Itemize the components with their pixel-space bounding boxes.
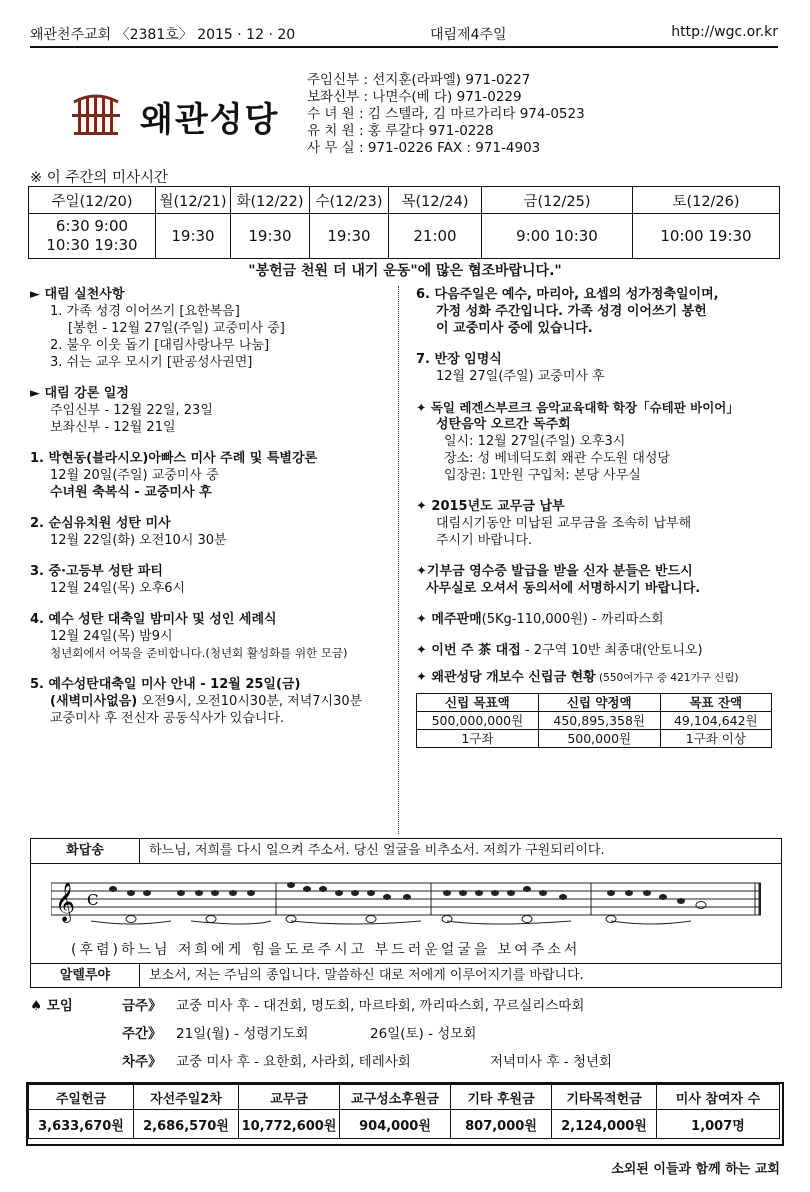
svg-text:C: C — [87, 891, 99, 909]
time-value: 10:30 19:30 — [46, 236, 138, 254]
meeting-period: 차주》 — [122, 1054, 162, 1070]
notice-text: - 2구역 10반 최종대(안토니오) — [520, 643, 703, 658]
notice-text: (5Kg-110,000원) - 까리따스회 — [481, 612, 664, 627]
alleluia-row — [31, 963, 781, 988]
staff-contacts — [307, 72, 585, 157]
notice-title: ✦기부금 영수증 발급을 받을 신자 분들은 반드시 — [416, 564, 693, 579]
concert-title: ✦ 독일 레겐스부르크 음악교육대학 학장「슈테판 바이어」 — [416, 400, 739, 415]
concert-date: 일시: 12월 27일(주일) 오후3시 — [444, 434, 626, 449]
offering-header: 교구성소후원금 — [340, 1085, 451, 1110]
day-cell: 화(12/22) — [231, 187, 310, 214]
notice-line: 대림시기동안 미납된 교무금을 조속히 납부해 — [436, 516, 692, 531]
meeting-text: 저녁미사 후 - 청년회 — [490, 1054, 613, 1070]
alleluia-text: 보소서, 저는 주님의 종입니다. 말씀하신 대로 저에게 이루어지기를 바랍니다. — [149, 968, 584, 983]
footer-motto: 소외된 이들과 함께 하는 교회 — [611, 1162, 780, 1177]
notice-title: 6. 다음주일은 예수, 마리아, 요셉의 성가정축일이며, — [416, 287, 719, 302]
psalm-text: 하느님, 저희를 다시 일으켜 주소서. 당신 얼굴을 비추소서. 저희가 구원되리이다. — [149, 843, 605, 858]
fund-title — [416, 669, 778, 687]
bulletin-header — [30, 22, 778, 48]
offering-value: 3,633,670원 — [29, 1110, 134, 1139]
day-cell: 월(12/21) — [156, 187, 231, 214]
list-item: 보좌신부 - 12월 21일 — [50, 420, 176, 435]
concert-place: 장소: 성 베네딕도회 왜관 수도원 대성당 — [444, 451, 670, 466]
list-item: 3. 쉬는 교우 모시기 [판공성사권면] — [50, 355, 253, 370]
offering-header: 미사 참여자 수 — [657, 1085, 780, 1110]
list-item: 2. 불우 이웃 돕기 [대림사랑나무 나눔] — [50, 338, 270, 353]
fund-cell: 500,000,000원 — [417, 712, 539, 730]
left-column — [30, 286, 390, 727]
notice-line — [30, 693, 390, 710]
table-row — [29, 1110, 780, 1139]
offering-value: 807,000원 — [451, 1110, 552, 1139]
notice-title: 2. 순심유치원 성탄 미사 — [30, 516, 171, 531]
music-staff-icon — [51, 875, 761, 935]
time-cell: 19:30 — [156, 214, 231, 259]
staff-line: 보좌신부 : 나면수(베 다) 971-0229 — [307, 89, 522, 105]
parish-logo-icon — [68, 88, 124, 142]
notice-line: 12월 22일(화) 오전10시 30분 — [50, 533, 227, 548]
meeting-period: 주간》 — [122, 1026, 162, 1042]
notice-emphasis: ✦ 이번 주 茶 대접 — [416, 643, 521, 658]
notice-emphasis: (새벽미사없음) — [50, 694, 138, 709]
table-row — [29, 214, 780, 259]
offering-value: 10,772,600원 — [239, 1110, 340, 1139]
notice-line — [416, 611, 778, 628]
fund-cell: 450,895,358원 — [538, 712, 660, 730]
notice-line: 수녀원 축복식 - 교중미사 후 — [50, 485, 212, 500]
notice-title: 7. 반장 임명식 — [416, 352, 502, 367]
day-cell: 수(12/23) — [310, 187, 389, 214]
liturgical-week: 대림제4주일 — [430, 27, 507, 43]
meeting-text: 교중 미사 후 - 요한회, 사라회, 테레사회 — [176, 1054, 411, 1070]
offerings-table — [28, 1084, 780, 1139]
bulletin-info: 왜관천주교회 〈2381호〉 2015 · 12 · 20 — [30, 27, 296, 43]
table-row — [29, 187, 780, 214]
psalm-label: 화답송 — [31, 839, 140, 863]
table-row — [417, 730, 772, 748]
right-column — [416, 286, 778, 748]
refrain-lyrics: (후렴)하느님 저희에게 힘을도로주시고 부드러운얼굴을 보여주소서 — [71, 942, 581, 958]
fund-cell: 49,104,642원 — [660, 712, 771, 730]
psalm-box — [30, 838, 782, 988]
time-cell: 19:30 — [231, 214, 310, 259]
time-cell: 19:30 — [310, 214, 389, 259]
table-row — [417, 694, 772, 712]
notice-line: 가정 성화 주간입니다. 가족 성경 이어쓰기 봉헌 — [436, 304, 707, 319]
list-item: 주임신부 - 12월 22일, 23일 — [50, 403, 213, 418]
offering-value: 1,007명 — [657, 1110, 780, 1139]
notice-title: 5. 예수성탄대축일 미사 안내 - 12월 25일(금) — [30, 677, 301, 692]
fund-cell: 1구좌 이상 — [660, 730, 771, 748]
meeting-period: 금주》 — [122, 998, 162, 1014]
notice-line: 교중미사 후 전신자 공동식사가 있습니다. — [50, 711, 285, 726]
notice-line — [416, 642, 778, 659]
meeting-text: 교중 미사 후 - 대건회, 명도회, 마르타회, 까리따스회, 꾸르실리스따회 — [176, 998, 585, 1014]
notice-line: 사무실로 오셔서 동의서에 서명하시기 바랍니다. — [426, 581, 701, 596]
offering-header: 기타목적헌금 — [552, 1085, 657, 1110]
day-cell: 금(12/25) — [482, 187, 633, 214]
fund-cell: 500,000원 — [538, 730, 660, 748]
staff-line: 사 무 실 : 971-0226 FAX : 971-4903 — [307, 140, 541, 156]
concert-fee: 입장권: 1만원 구입처: 본당 사무실 — [444, 468, 641, 483]
notice-line: 청년회에서 어묵을 준비합니다.(청년회 활성화를 위한 모금) — [50, 646, 348, 660]
notice-title: 1. 박현동(블라시오)아빠스 미사 주례 및 특별강론 — [30, 451, 318, 466]
offering-slogan: "봉헌금 천원 더 내기 운동"에 많은 협조바랍니다." — [248, 263, 562, 279]
offering-header: 기타 후원금 — [451, 1085, 552, 1110]
psalm-row — [31, 839, 781, 864]
fund-table — [416, 693, 772, 748]
svg-text:𝄞: 𝄞 — [55, 882, 76, 922]
offering-header: 자선주일2차 — [134, 1085, 239, 1110]
time-cell: 21:00 — [389, 214, 482, 259]
column-divider — [398, 286, 399, 834]
list-item: [봉헌 - 12월 27일(주일) 교중미사 중] — [68, 321, 285, 336]
notice-title: 4. 예수 성탄 대축일 밤미사 및 성인 세례식 — [30, 612, 277, 627]
fund-title-note: (550여가구 중 421가구 신립) — [595, 672, 739, 684]
list-item: 1. 가족 성경 이어쓰기 [요한복음] — [50, 304, 240, 319]
meeting-text: 21일(월) - 성령기도회 — [176, 1026, 309, 1042]
notice-line: 12월 27일(주일) 교중미사 후 — [436, 369, 605, 384]
advent-lecture-title: ► 대림 강론 일정 — [30, 386, 129, 401]
notice-line: 12월 20일(주일) 교중미사 중 — [50, 468, 219, 483]
fund-cell: 1구좌 — [417, 730, 539, 748]
staff-line: 수 녀 원 : 김 스텔라, 김 마르가리타 974-0523 — [307, 106, 585, 122]
fund-header: 목표 잔액 — [660, 694, 771, 712]
notice-line: 주시기 바랍니다. — [436, 533, 533, 548]
offering-value: 2,124,000원 — [552, 1110, 657, 1139]
alleluia-label: 알렐루야 — [31, 964, 140, 988]
notice-title: ✦ 2015년도 교무금 납부 — [416, 499, 565, 514]
time-cell: 9:00 10:30 — [482, 214, 633, 259]
website-url[interactable]: http://wgc.or.kr — [671, 24, 778, 40]
notice-title: 3. 중·고등부 성탄 파티 — [30, 564, 163, 579]
fund-header: 신립 목표액 — [417, 694, 539, 712]
offering-header: 교무금 — [239, 1085, 340, 1110]
staff-line: 유 치 원 : 홍 루갈다 971-0228 — [307, 123, 494, 139]
offering-value: 2,686,570원 — [134, 1110, 239, 1139]
time-value: 6:30 9:00 — [55, 217, 129, 235]
day-cell: 목(12/24) — [389, 187, 482, 214]
mass-schedule-title: ※ 이 주간의 미사시간 — [30, 170, 169, 186]
fund-header: 신립 약정액 — [538, 694, 660, 712]
fund-title-text: ✦ 왜관성당 개보수 신립금 현황 — [416, 670, 596, 685]
meeting-label: ♠ 모임 — [30, 998, 73, 1014]
notice-line: 12월 24일(목) 오후6시 — [50, 581, 186, 596]
offering-header: 주일헌금 — [29, 1085, 134, 1110]
concert-subtitle: 성탄음악 오르간 독주회 — [436, 417, 571, 432]
offering-value: 904,000원 — [340, 1110, 451, 1139]
meeting-text: 26일(토) - 성모회 — [370, 1026, 477, 1042]
notice-line: 12월 24일(목) 밤9시 — [50, 629, 173, 644]
staff-line: 주임신부 : 선지훈(라파엘) 971-0227 — [307, 72, 531, 88]
notice-emphasis: ✦ 메주판매 — [416, 612, 482, 627]
table-row — [417, 712, 772, 730]
notice-text: 오전9시, 오전10시30분, 저녁7시30분 — [137, 694, 363, 709]
mass-schedule-table — [28, 186, 780, 259]
time-cell: 10:00 19:30 — [633, 214, 780, 259]
day-cell: 주일(12/20) — [29, 187, 156, 214]
table-row — [29, 1085, 780, 1110]
advent-practice-title: ► 대림 실천사항 — [30, 287, 125, 302]
time-cell — [29, 214, 156, 259]
day-cell: 토(12/26) — [633, 187, 780, 214]
notice-line: 이 교중미사 중에 있습니다. — [436, 321, 593, 336]
parish-name: 왜관성당 — [140, 100, 280, 140]
